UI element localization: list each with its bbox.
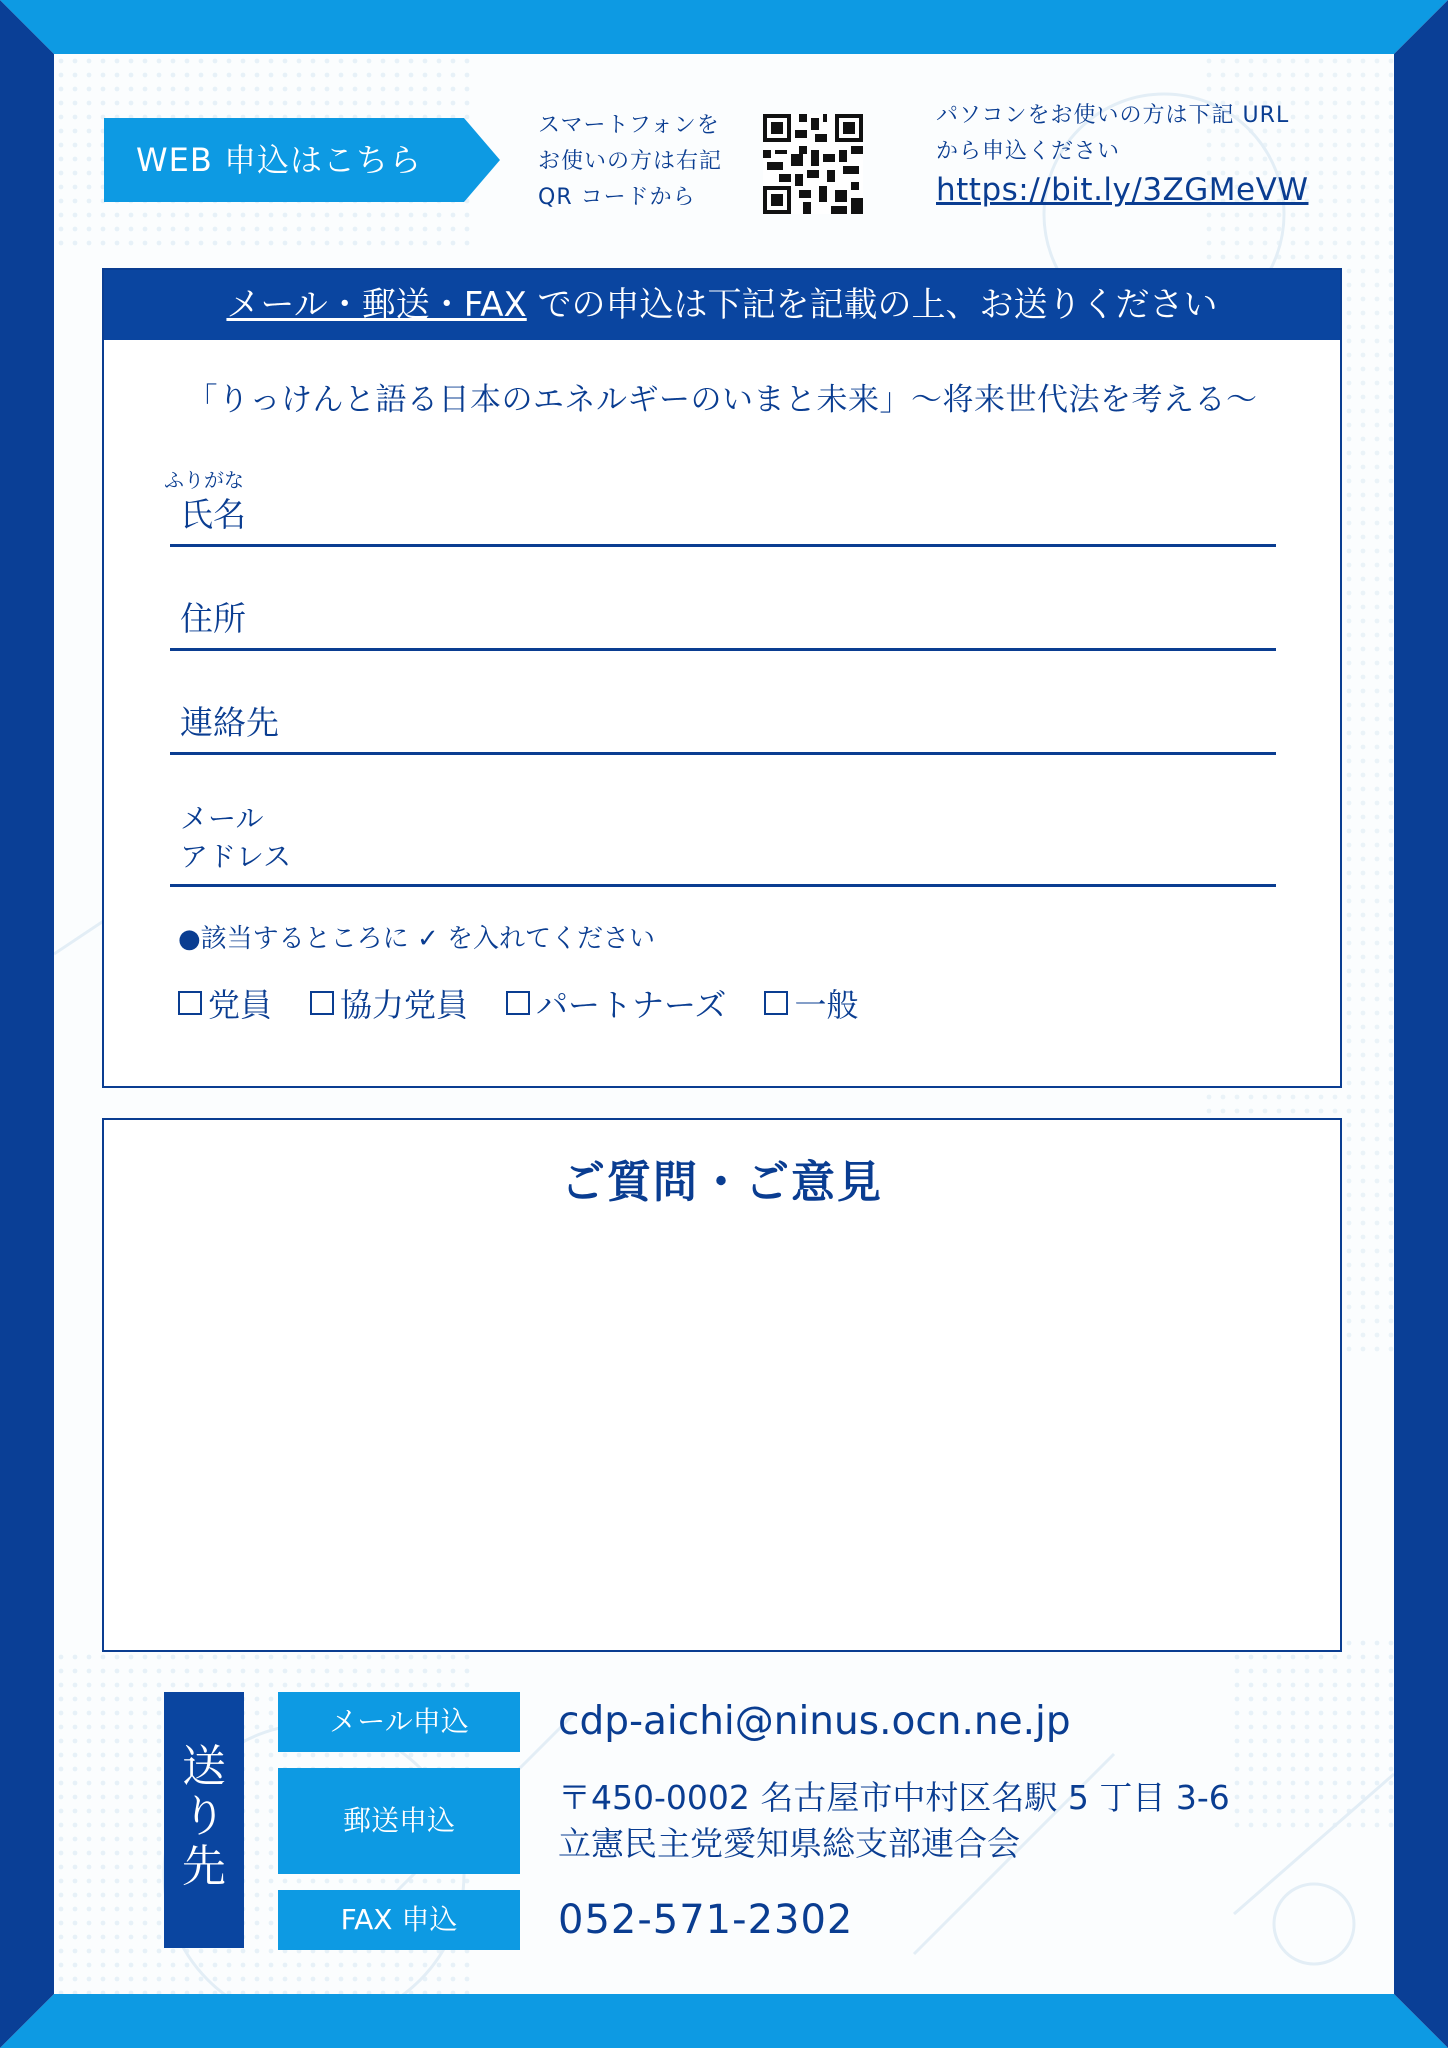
contact-field[interactable] <box>170 684 1276 755</box>
email-address[interactable]: cdp-aichi@ninus.ocn.ne.jp <box>558 1699 1071 1744</box>
name-label: 氏名 <box>180 495 246 534</box>
checkbox-member[interactable] <box>178 980 272 1026</box>
checkbox-cooperating-member[interactable] <box>310 980 468 1026</box>
post-apply-label: 郵送申込 <box>278 1768 520 1874</box>
form-header <box>104 270 1340 340</box>
option-label: 一般 <box>794 986 859 1024</box>
application-url-link[interactable]: https://bit.ly/3ZGMeVW <box>936 172 1309 208</box>
send-to-text: 送 り 先 <box>182 1741 226 1892</box>
postal-address-line1: 〒450-0002 名古屋市中村区名駅 5 丁目 3-6 <box>558 1778 1230 1817</box>
form-header-text: での申込は下記を記載の上、お送りください <box>526 285 1218 325</box>
event-title: 「りっけんと語る日本のエネルギーのいまと未来」〜将来世代法を考える〜 <box>186 382 1258 418</box>
postal-address-line2: 立憲民主党愛知県総支部連合会 <box>558 1824 1020 1863</box>
questions-title: ご質問・ご意見 <box>561 1157 883 1208</box>
fax-apply-label: FAX 申込 <box>278 1890 520 1950</box>
membership-options <box>178 980 896 1026</box>
checkbox-partners[interactable] <box>506 980 726 1026</box>
qr-code-icon[interactable] <box>763 114 863 214</box>
email-apply-label: メール申込 <box>278 1692 520 1752</box>
furigana-label: ふりがな <box>164 468 244 492</box>
form-header-methods: メール・郵送・FAX <box>226 285 527 325</box>
contact-label: 連絡先 <box>180 703 279 742</box>
fax-number: 052-571-2302 <box>558 1897 854 1943</box>
send-to-label <box>164 1692 244 1948</box>
checkbox-icon[interactable] <box>178 991 202 1015</box>
web-apply-label: WEB 申込はこちら <box>136 141 422 179</box>
option-label: 協力党員 <box>340 986 469 1024</box>
web-apply-banner[interactable] <box>104 118 500 202</box>
address-label: 住所 <box>180 599 246 638</box>
email-field[interactable] <box>170 800 1276 887</box>
checkbox-icon[interactable] <box>506 991 530 1015</box>
checkbox-icon[interactable] <box>310 991 334 1015</box>
application-form <box>102 268 1342 1088</box>
option-label: 党員 <box>208 986 273 1024</box>
questions-box[interactable] <box>102 1118 1342 1652</box>
pc-instructions: パソコンをお使いの方は下記 URL から申込ください <box>936 103 1290 164</box>
name-field[interactable] <box>170 478 1276 547</box>
checkbox-icon[interactable] <box>764 991 788 1015</box>
email-label: メール アドレス <box>180 802 292 873</box>
smartphone-instructions: スマートフォンを お使いの方は右記 QR コードから <box>538 113 723 210</box>
checkbox-general[interactable] <box>764 980 858 1026</box>
checkbox-instruction: ●該当するところに ✓ を入れてください <box>178 924 656 954</box>
address-field[interactable] <box>170 580 1276 651</box>
option-label: パートナーズ <box>536 986 727 1024</box>
